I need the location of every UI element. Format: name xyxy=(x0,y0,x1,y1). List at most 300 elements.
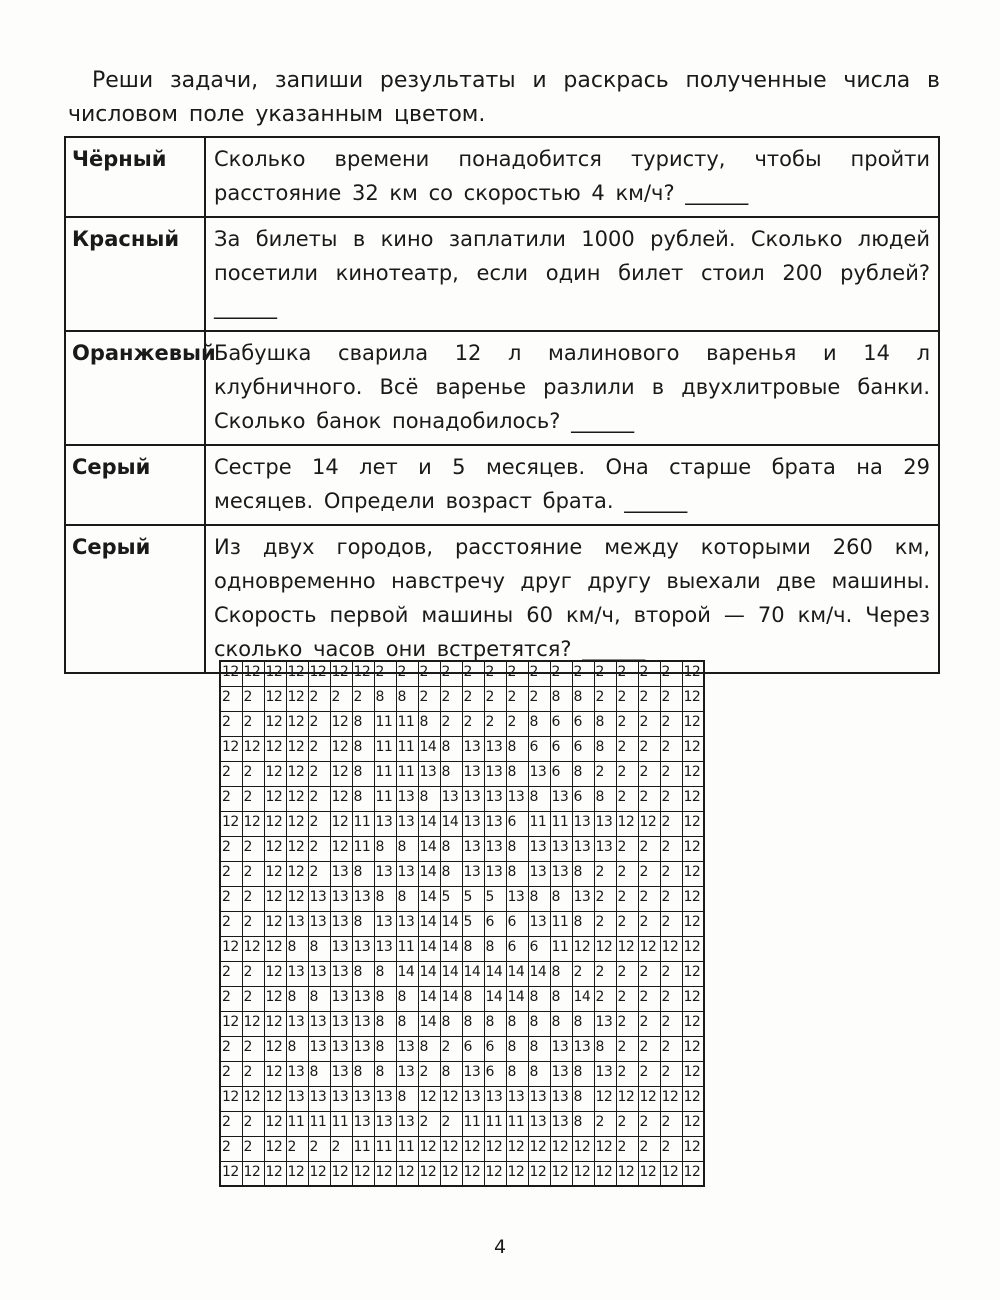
grid-cell[interactable]: 2 xyxy=(242,686,264,711)
grid-cell[interactable]: 12 xyxy=(264,936,286,961)
grid-cell[interactable]: 11 xyxy=(550,911,572,936)
grid-cell[interactable]: 12 xyxy=(616,1086,638,1111)
grid-cell[interactable]: 14 xyxy=(440,986,462,1011)
grid-cell[interactable]: 12 xyxy=(594,1136,616,1161)
grid-cell[interactable]: 13 xyxy=(462,836,484,861)
grid-cell[interactable]: 8 xyxy=(418,786,440,811)
grid-cell[interactable]: 2 xyxy=(638,836,660,861)
grid-cell[interactable]: 12 xyxy=(528,1161,550,1186)
grid-cell[interactable]: 8 xyxy=(528,1061,550,1086)
grid-cell[interactable]: 13 xyxy=(396,911,418,936)
grid-cell[interactable]: 2 xyxy=(220,1036,242,1061)
grid-cell[interactable]: 11 xyxy=(396,711,418,736)
grid-cell[interactable]: 2 xyxy=(616,1011,638,1036)
grid-cell[interactable]: 11 xyxy=(374,1136,396,1161)
grid-cell[interactable]: 2 xyxy=(594,1111,616,1136)
grid-cell[interactable]: 2 xyxy=(660,961,682,986)
grid-cell[interactable]: 12 xyxy=(660,1086,682,1111)
grid-cell[interactable]: 11 xyxy=(396,936,418,961)
grid-cell[interactable]: 12 xyxy=(264,711,286,736)
grid-cell[interactable]: 2 xyxy=(242,761,264,786)
grid-cell[interactable]: 13 xyxy=(484,861,506,886)
grid-cell[interactable]: 12 xyxy=(308,661,330,686)
grid-cell[interactable]: 12 xyxy=(286,811,308,836)
grid-cell[interactable]: 2 xyxy=(660,1011,682,1036)
grid-cell[interactable]: 14 xyxy=(418,986,440,1011)
grid-cell[interactable]: 2 xyxy=(242,1061,264,1086)
grid-cell[interactable]: 2 xyxy=(242,1136,264,1161)
grid-cell[interactable]: 2 xyxy=(462,686,484,711)
grid-cell[interactable]: 12 xyxy=(484,1161,506,1186)
grid-cell[interactable]: 13 xyxy=(308,1036,330,1061)
grid-cell[interactable]: 8 xyxy=(462,1011,484,1036)
grid-cell[interactable]: 13 xyxy=(550,1086,572,1111)
grid-cell[interactable]: 13 xyxy=(352,986,374,1011)
grid-cell[interactable]: 12 xyxy=(660,936,682,961)
grid-cell[interactable]: 12 xyxy=(264,1136,286,1161)
grid-cell[interactable]: 13 xyxy=(462,761,484,786)
grid-cell[interactable]: 12 xyxy=(374,1161,396,1186)
grid-cell[interactable]: 14 xyxy=(440,961,462,986)
grid-cell[interactable]: 2 xyxy=(418,661,440,686)
grid-cell[interactable]: 5 xyxy=(462,911,484,936)
grid-cell[interactable]: 6 xyxy=(572,711,594,736)
grid-cell[interactable]: 8 xyxy=(396,836,418,861)
grid-cell[interactable]: 12 xyxy=(264,1011,286,1036)
grid-cell[interactable]: 2 xyxy=(440,1111,462,1136)
grid-cell[interactable]: 2 xyxy=(462,711,484,736)
grid-cell[interactable]: 2 xyxy=(638,1011,660,1036)
grid-cell[interactable]: 13 xyxy=(330,1011,352,1036)
grid-cell[interactable]: 8 xyxy=(506,1036,528,1061)
grid-cell[interactable]: 12 xyxy=(242,1086,264,1111)
grid-cell[interactable]: 12 xyxy=(330,761,352,786)
grid-cell[interactable]: 14 xyxy=(418,886,440,911)
grid-cell[interactable]: 8 xyxy=(308,1061,330,1086)
grid-cell[interactable]: 2 xyxy=(242,911,264,936)
grid-cell[interactable]: 12 xyxy=(594,1161,616,1186)
grid-cell[interactable]: 2 xyxy=(660,761,682,786)
grid-cell[interactable]: 13 xyxy=(506,1086,528,1111)
grid-cell[interactable]: 12 xyxy=(572,936,594,961)
grid-cell[interactable]: 2 xyxy=(660,836,682,861)
grid-cell[interactable]: 13 xyxy=(352,1111,374,1136)
grid-cell[interactable]: 13 xyxy=(462,811,484,836)
grid-cell[interactable]: 11 xyxy=(374,786,396,811)
grid-cell[interactable]: 2 xyxy=(220,986,242,1011)
grid-cell[interactable]: 2 xyxy=(616,786,638,811)
grid-cell[interactable]: 13 xyxy=(330,1061,352,1086)
grid-cell[interactable]: 12 xyxy=(286,736,308,761)
grid-cell[interactable]: 2 xyxy=(616,886,638,911)
grid-cell[interactable]: 11 xyxy=(396,761,418,786)
grid-cell[interactable]: 8 xyxy=(440,736,462,761)
grid-cell[interactable]: 2 xyxy=(638,986,660,1011)
grid-cell[interactable]: 2 xyxy=(594,986,616,1011)
grid-cell[interactable]: 2 xyxy=(308,861,330,886)
grid-cell[interactable]: 12 xyxy=(264,911,286,936)
grid-cell[interactable]: 2 xyxy=(660,711,682,736)
grid-cell[interactable]: 13 xyxy=(374,911,396,936)
grid-cell[interactable]: 12 xyxy=(682,886,704,911)
grid-cell[interactable]: 12 xyxy=(352,661,374,686)
grid-cell[interactable]: 12 xyxy=(286,861,308,886)
grid-cell[interactable]: 13 xyxy=(286,1086,308,1111)
grid-cell[interactable]: 12 xyxy=(682,736,704,761)
grid-cell[interactable]: 8 xyxy=(550,1011,572,1036)
grid-cell[interactable]: 11 xyxy=(286,1111,308,1136)
grid-cell[interactable]: 11 xyxy=(550,811,572,836)
grid-cell[interactable]: 14 xyxy=(418,961,440,986)
grid-cell[interactable]: 12 xyxy=(264,761,286,786)
grid-cell[interactable]: 2 xyxy=(242,986,264,1011)
grid-cell[interactable]: 2 xyxy=(660,886,682,911)
grid-cell[interactable]: 8 xyxy=(440,1011,462,1036)
grid-cell[interactable]: 13 xyxy=(286,961,308,986)
grid-cell[interactable]: 12 xyxy=(286,1161,308,1186)
grid-cell[interactable]: 2 xyxy=(660,811,682,836)
grid-cell[interactable]: 13 xyxy=(308,911,330,936)
grid-cell[interactable]: 14 xyxy=(528,961,550,986)
grid-cell[interactable]: 2 xyxy=(594,961,616,986)
grid-cell[interactable]: 13 xyxy=(594,836,616,861)
grid-cell[interactable]: 2 xyxy=(616,711,638,736)
grid-cell[interactable]: 12 xyxy=(418,1086,440,1111)
grid-cell[interactable]: 2 xyxy=(616,1136,638,1161)
grid-cell[interactable]: 2 xyxy=(660,736,682,761)
grid-cell[interactable]: 12 xyxy=(682,1061,704,1086)
grid-cell[interactable]: 14 xyxy=(484,986,506,1011)
grid-cell[interactable]: 14 xyxy=(418,811,440,836)
grid-cell[interactable]: 2 xyxy=(220,1061,242,1086)
grid-cell[interactable]: 12 xyxy=(682,861,704,886)
grid-cell[interactable]: 13 xyxy=(352,1086,374,1111)
grid-cell[interactable]: 2 xyxy=(352,686,374,711)
grid-cell[interactable]: 2 xyxy=(616,736,638,761)
grid-cell[interactable]: 12 xyxy=(264,686,286,711)
grid-cell[interactable]: 13 xyxy=(528,1111,550,1136)
grid-cell[interactable]: 2 xyxy=(594,911,616,936)
grid-cell[interactable]: 8 xyxy=(550,686,572,711)
grid-cell[interactable]: 2 xyxy=(660,686,682,711)
grid-cell[interactable]: 2 xyxy=(550,661,572,686)
grid-cell[interactable]: 8 xyxy=(506,761,528,786)
grid-cell[interactable]: 12 xyxy=(616,811,638,836)
grid-cell[interactable]: 13 xyxy=(594,811,616,836)
grid-cell[interactable]: 2 xyxy=(638,1136,660,1161)
grid-cell[interactable]: 12 xyxy=(330,736,352,761)
grid-cell[interactable]: 8 xyxy=(572,911,594,936)
grid-cell[interactable]: 5 xyxy=(462,886,484,911)
grid-cell[interactable]: 2 xyxy=(418,1061,440,1086)
grid-cell[interactable]: 8 xyxy=(506,836,528,861)
grid-cell[interactable]: 12 xyxy=(682,786,704,811)
grid-cell[interactable]: 12 xyxy=(418,1161,440,1186)
grid-cell[interactable]: 13 xyxy=(396,786,418,811)
grid-cell[interactable]: 2 xyxy=(308,811,330,836)
grid-cell[interactable]: 12 xyxy=(264,1061,286,1086)
grid-cell[interactable]: 13 xyxy=(528,911,550,936)
grid-cell[interactable]: 12 xyxy=(330,786,352,811)
grid-cell[interactable]: 13 xyxy=(330,861,352,886)
grid-cell[interactable]: 13 xyxy=(594,1011,616,1036)
grid-cell[interactable]: 2 xyxy=(484,711,506,736)
grid-cell[interactable]: 12 xyxy=(264,961,286,986)
grid-cell[interactable]: 13 xyxy=(506,786,528,811)
grid-cell[interactable]: 13 xyxy=(528,1086,550,1111)
grid-cell[interactable]: 2 xyxy=(396,661,418,686)
grid-cell[interactable]: 12 xyxy=(682,936,704,961)
grid-cell[interactable]: 13 xyxy=(550,861,572,886)
grid-cell[interactable]: 2 xyxy=(638,686,660,711)
grid-cell[interactable]: 13 xyxy=(330,936,352,961)
grid-cell[interactable]: 12 xyxy=(286,661,308,686)
grid-cell[interactable]: 14 xyxy=(418,836,440,861)
grid-cell[interactable]: 2 xyxy=(616,1061,638,1086)
grid-cell[interactable]: 12 xyxy=(264,1111,286,1136)
grid-cell[interactable]: 8 xyxy=(374,1011,396,1036)
grid-cell[interactable]: 12 xyxy=(638,1086,660,1111)
grid-cell[interactable]: 2 xyxy=(572,961,594,986)
grid-cell[interactable]: 2 xyxy=(660,661,682,686)
grid-cell[interactable]: 12 xyxy=(242,811,264,836)
grid-cell[interactable]: 8 xyxy=(528,1011,550,1036)
grid-cell[interactable]: 6 xyxy=(550,761,572,786)
grid-cell[interactable]: 12 xyxy=(286,761,308,786)
grid-cell[interactable]: 12 xyxy=(264,986,286,1011)
grid-cell[interactable]: 2 xyxy=(220,711,242,736)
grid-cell[interactable]: 12 xyxy=(286,686,308,711)
grid-cell[interactable]: 6 xyxy=(550,736,572,761)
grid-cell[interactable]: 12 xyxy=(682,1011,704,1036)
grid-cell[interactable]: 12 xyxy=(682,961,704,986)
grid-cell[interactable]: 13 xyxy=(484,761,506,786)
grid-cell[interactable]: 8 xyxy=(286,1036,308,1061)
grid-cell[interactable]: 13 xyxy=(550,836,572,861)
grid-cell[interactable]: 12 xyxy=(638,811,660,836)
grid-cell[interactable]: 8 xyxy=(528,986,550,1011)
grid-cell[interactable]: 2 xyxy=(660,986,682,1011)
grid-cell[interactable]: 2 xyxy=(308,711,330,736)
grid-cell[interactable]: 13 xyxy=(484,736,506,761)
grid-cell[interactable]: 2 xyxy=(594,886,616,911)
grid-cell[interactable]: 8 xyxy=(462,986,484,1011)
grid-cell[interactable]: 12 xyxy=(638,936,660,961)
grid-cell[interactable]: 11 xyxy=(374,736,396,761)
grid-cell[interactable]: 13 xyxy=(330,886,352,911)
grid-cell[interactable]: 12 xyxy=(286,711,308,736)
grid-cell[interactable]: 12 xyxy=(242,1161,264,1186)
grid-cell[interactable]: 14 xyxy=(418,936,440,961)
grid-cell[interactable]: 8 xyxy=(594,1036,616,1061)
grid-cell[interactable]: 2 xyxy=(594,761,616,786)
grid-cell[interactable]: 12 xyxy=(264,861,286,886)
grid-cell[interactable]: 8 xyxy=(506,1061,528,1086)
grid-cell[interactable]: 12 xyxy=(220,736,242,761)
grid-cell[interactable]: 8 xyxy=(286,936,308,961)
grid-cell[interactable]: 13 xyxy=(528,836,550,861)
grid-cell[interactable]: 2 xyxy=(220,961,242,986)
grid-cell[interactable]: 8 xyxy=(418,711,440,736)
grid-cell[interactable]: 8 xyxy=(352,911,374,936)
grid-cell[interactable]: 8 xyxy=(352,861,374,886)
grid-cell[interactable]: 2 xyxy=(308,736,330,761)
grid-cell[interactable]: 13 xyxy=(352,1036,374,1061)
grid-cell[interactable]: 2 xyxy=(484,686,506,711)
grid-cell[interactable]: 2 xyxy=(638,736,660,761)
grid-cell[interactable]: 8 xyxy=(396,986,418,1011)
grid-cell[interactable]: 11 xyxy=(374,711,396,736)
grid-cell[interactable]: 2 xyxy=(616,661,638,686)
grid-cell[interactable]: 12 xyxy=(220,661,242,686)
grid-cell[interactable]: 6 xyxy=(484,1061,506,1086)
grid-cell[interactable]: 12 xyxy=(264,786,286,811)
grid-cell[interactable]: 8 xyxy=(286,986,308,1011)
grid-cell[interactable]: 2 xyxy=(330,686,352,711)
grid-cell[interactable]: 2 xyxy=(220,886,242,911)
grid-cell[interactable]: 2 xyxy=(220,911,242,936)
grid-cell[interactable]: 8 xyxy=(462,936,484,961)
grid-cell[interactable]: 2 xyxy=(638,761,660,786)
grid-cell[interactable]: 12 xyxy=(682,1086,704,1111)
grid-cell[interactable]: 12 xyxy=(286,786,308,811)
grid-cell[interactable]: 2 xyxy=(374,661,396,686)
grid-cell[interactable]: 2 xyxy=(308,786,330,811)
grid-cell[interactable]: 8 xyxy=(594,786,616,811)
grid-cell[interactable]: 14 xyxy=(440,911,462,936)
grid-cell[interactable]: 8 xyxy=(418,1036,440,1061)
grid-cell[interactable]: 11 xyxy=(352,836,374,861)
grid-cell[interactable]: 12 xyxy=(682,661,704,686)
grid-cell[interactable]: 2 xyxy=(616,1111,638,1136)
grid-cell[interactable]: 2 xyxy=(572,661,594,686)
grid-cell[interactable]: 12 xyxy=(616,1161,638,1186)
grid-cell[interactable]: 11 xyxy=(352,811,374,836)
grid-cell[interactable]: 8 xyxy=(484,1011,506,1036)
grid-cell[interactable]: 6 xyxy=(506,936,528,961)
grid-cell[interactable]: 8 xyxy=(352,786,374,811)
grid-cell[interactable]: 8 xyxy=(396,686,418,711)
grid-cell[interactable]: 2 xyxy=(242,711,264,736)
grid-cell[interactable]: 8 xyxy=(528,786,550,811)
grid-cell[interactable]: 11 xyxy=(506,1111,528,1136)
grid-cell[interactable]: 13 xyxy=(572,886,594,911)
grid-cell[interactable]: 12 xyxy=(264,736,286,761)
grid-cell[interactable]: 13 xyxy=(396,861,418,886)
grid-cell[interactable]: 2 xyxy=(242,861,264,886)
grid-cell[interactable]: 14 xyxy=(506,961,528,986)
grid-cell[interactable]: 12 xyxy=(682,1111,704,1136)
grid-cell[interactable]: 12 xyxy=(616,936,638,961)
grid-cell[interactable]: 13 xyxy=(352,886,374,911)
grid-cell[interactable]: 2 xyxy=(242,786,264,811)
grid-cell[interactable]: 13 xyxy=(374,861,396,886)
grid-cell[interactable]: 12 xyxy=(330,1161,352,1186)
grid-cell[interactable]: 2 xyxy=(220,786,242,811)
grid-cell[interactable]: 13 xyxy=(374,811,396,836)
grid-cell[interactable]: 8 xyxy=(484,936,506,961)
grid-cell[interactable]: 12 xyxy=(242,661,264,686)
grid-cell[interactable]: 2 xyxy=(660,1036,682,1061)
grid-cell[interactable]: 12 xyxy=(550,1136,572,1161)
grid-cell[interactable]: 13 xyxy=(528,861,550,886)
grid-cell[interactable]: 8 xyxy=(396,1086,418,1111)
grid-cell[interactable]: 2 xyxy=(462,661,484,686)
grid-cell[interactable]: 8 xyxy=(352,736,374,761)
grid-cell[interactable]: 13 xyxy=(572,811,594,836)
grid-cell[interactable]: 12 xyxy=(264,811,286,836)
grid-cell[interactable]: 12 xyxy=(594,936,616,961)
grid-cell[interactable]: 12 xyxy=(220,1161,242,1186)
grid-cell[interactable]: 13 xyxy=(352,936,374,961)
grid-cell[interactable]: 2 xyxy=(242,1036,264,1061)
grid-cell[interactable]: 12 xyxy=(638,1161,660,1186)
grid-cell[interactable]: 2 xyxy=(638,1111,660,1136)
grid-cell[interactable]: 2 xyxy=(594,661,616,686)
grid-cell[interactable]: 8 xyxy=(374,686,396,711)
grid-cell[interactable]: 6 xyxy=(506,811,528,836)
grid-cell[interactable]: 2 xyxy=(220,686,242,711)
grid-cell[interactable]: 13 xyxy=(418,761,440,786)
grid-cell[interactable]: 12 xyxy=(264,836,286,861)
grid-cell[interactable]: 13 xyxy=(462,1061,484,1086)
grid-cell[interactable]: 11 xyxy=(550,936,572,961)
grid-cell[interactable]: 13 xyxy=(308,961,330,986)
grid-cell[interactable]: 11 xyxy=(396,736,418,761)
grid-cell[interactable]: 2 xyxy=(418,1111,440,1136)
grid-cell[interactable]: 11 xyxy=(308,1111,330,1136)
grid-cell[interactable]: 8 xyxy=(352,1061,374,1086)
grid-cell[interactable]: 12 xyxy=(528,1136,550,1161)
grid-cell[interactable]: 14 xyxy=(484,961,506,986)
grid-cell[interactable]: 13 xyxy=(330,986,352,1011)
grid-cell[interactable]: 6 xyxy=(572,786,594,811)
grid-cell[interactable]: 8 xyxy=(308,936,330,961)
grid-cell[interactable]: 13 xyxy=(330,911,352,936)
grid-cell[interactable]: 2 xyxy=(308,1136,330,1161)
grid-cell[interactable]: 13 xyxy=(462,736,484,761)
grid-cell[interactable]: 13 xyxy=(440,786,462,811)
grid-cell[interactable]: 14 xyxy=(440,811,462,836)
grid-cell[interactable]: 13 xyxy=(528,761,550,786)
grid-cell[interactable]: 8 xyxy=(440,1061,462,1086)
grid-cell[interactable]: 12 xyxy=(440,1136,462,1161)
grid-cell[interactable]: 13 xyxy=(308,886,330,911)
grid-cell[interactable]: 13 xyxy=(550,786,572,811)
grid-cell[interactable]: 8 xyxy=(352,711,374,736)
grid-cell[interactable]: 14 xyxy=(440,936,462,961)
grid-cell[interactable]: 2 xyxy=(242,886,264,911)
grid-cell[interactable]: 6 xyxy=(528,936,550,961)
grid-cell[interactable]: 8 xyxy=(308,986,330,1011)
grid-cell[interactable]: 2 xyxy=(242,836,264,861)
grid-cell[interactable]: 12 xyxy=(242,736,264,761)
grid-cell[interactable]: 8 xyxy=(396,1011,418,1036)
grid-cell[interactable]: 6 xyxy=(462,1036,484,1061)
grid-cell[interactable]: 8 xyxy=(352,961,374,986)
grid-cell[interactable]: 12 xyxy=(682,1136,704,1161)
grid-cell[interactable]: 2 xyxy=(220,1136,242,1161)
grid-cell[interactable]: 13 xyxy=(352,1011,374,1036)
grid-cell[interactable]: 2 xyxy=(616,986,638,1011)
grid-cell[interactable]: 2 xyxy=(308,836,330,861)
grid-cell[interactable]: 2 xyxy=(638,886,660,911)
grid-cell[interactable]: 14 xyxy=(572,986,594,1011)
grid-cell[interactable]: 13 xyxy=(396,1061,418,1086)
grid-cell[interactable]: 12 xyxy=(660,1161,682,1186)
grid-cell[interactable]: 8 xyxy=(506,736,528,761)
grid-cell[interactable]: 8 xyxy=(506,861,528,886)
